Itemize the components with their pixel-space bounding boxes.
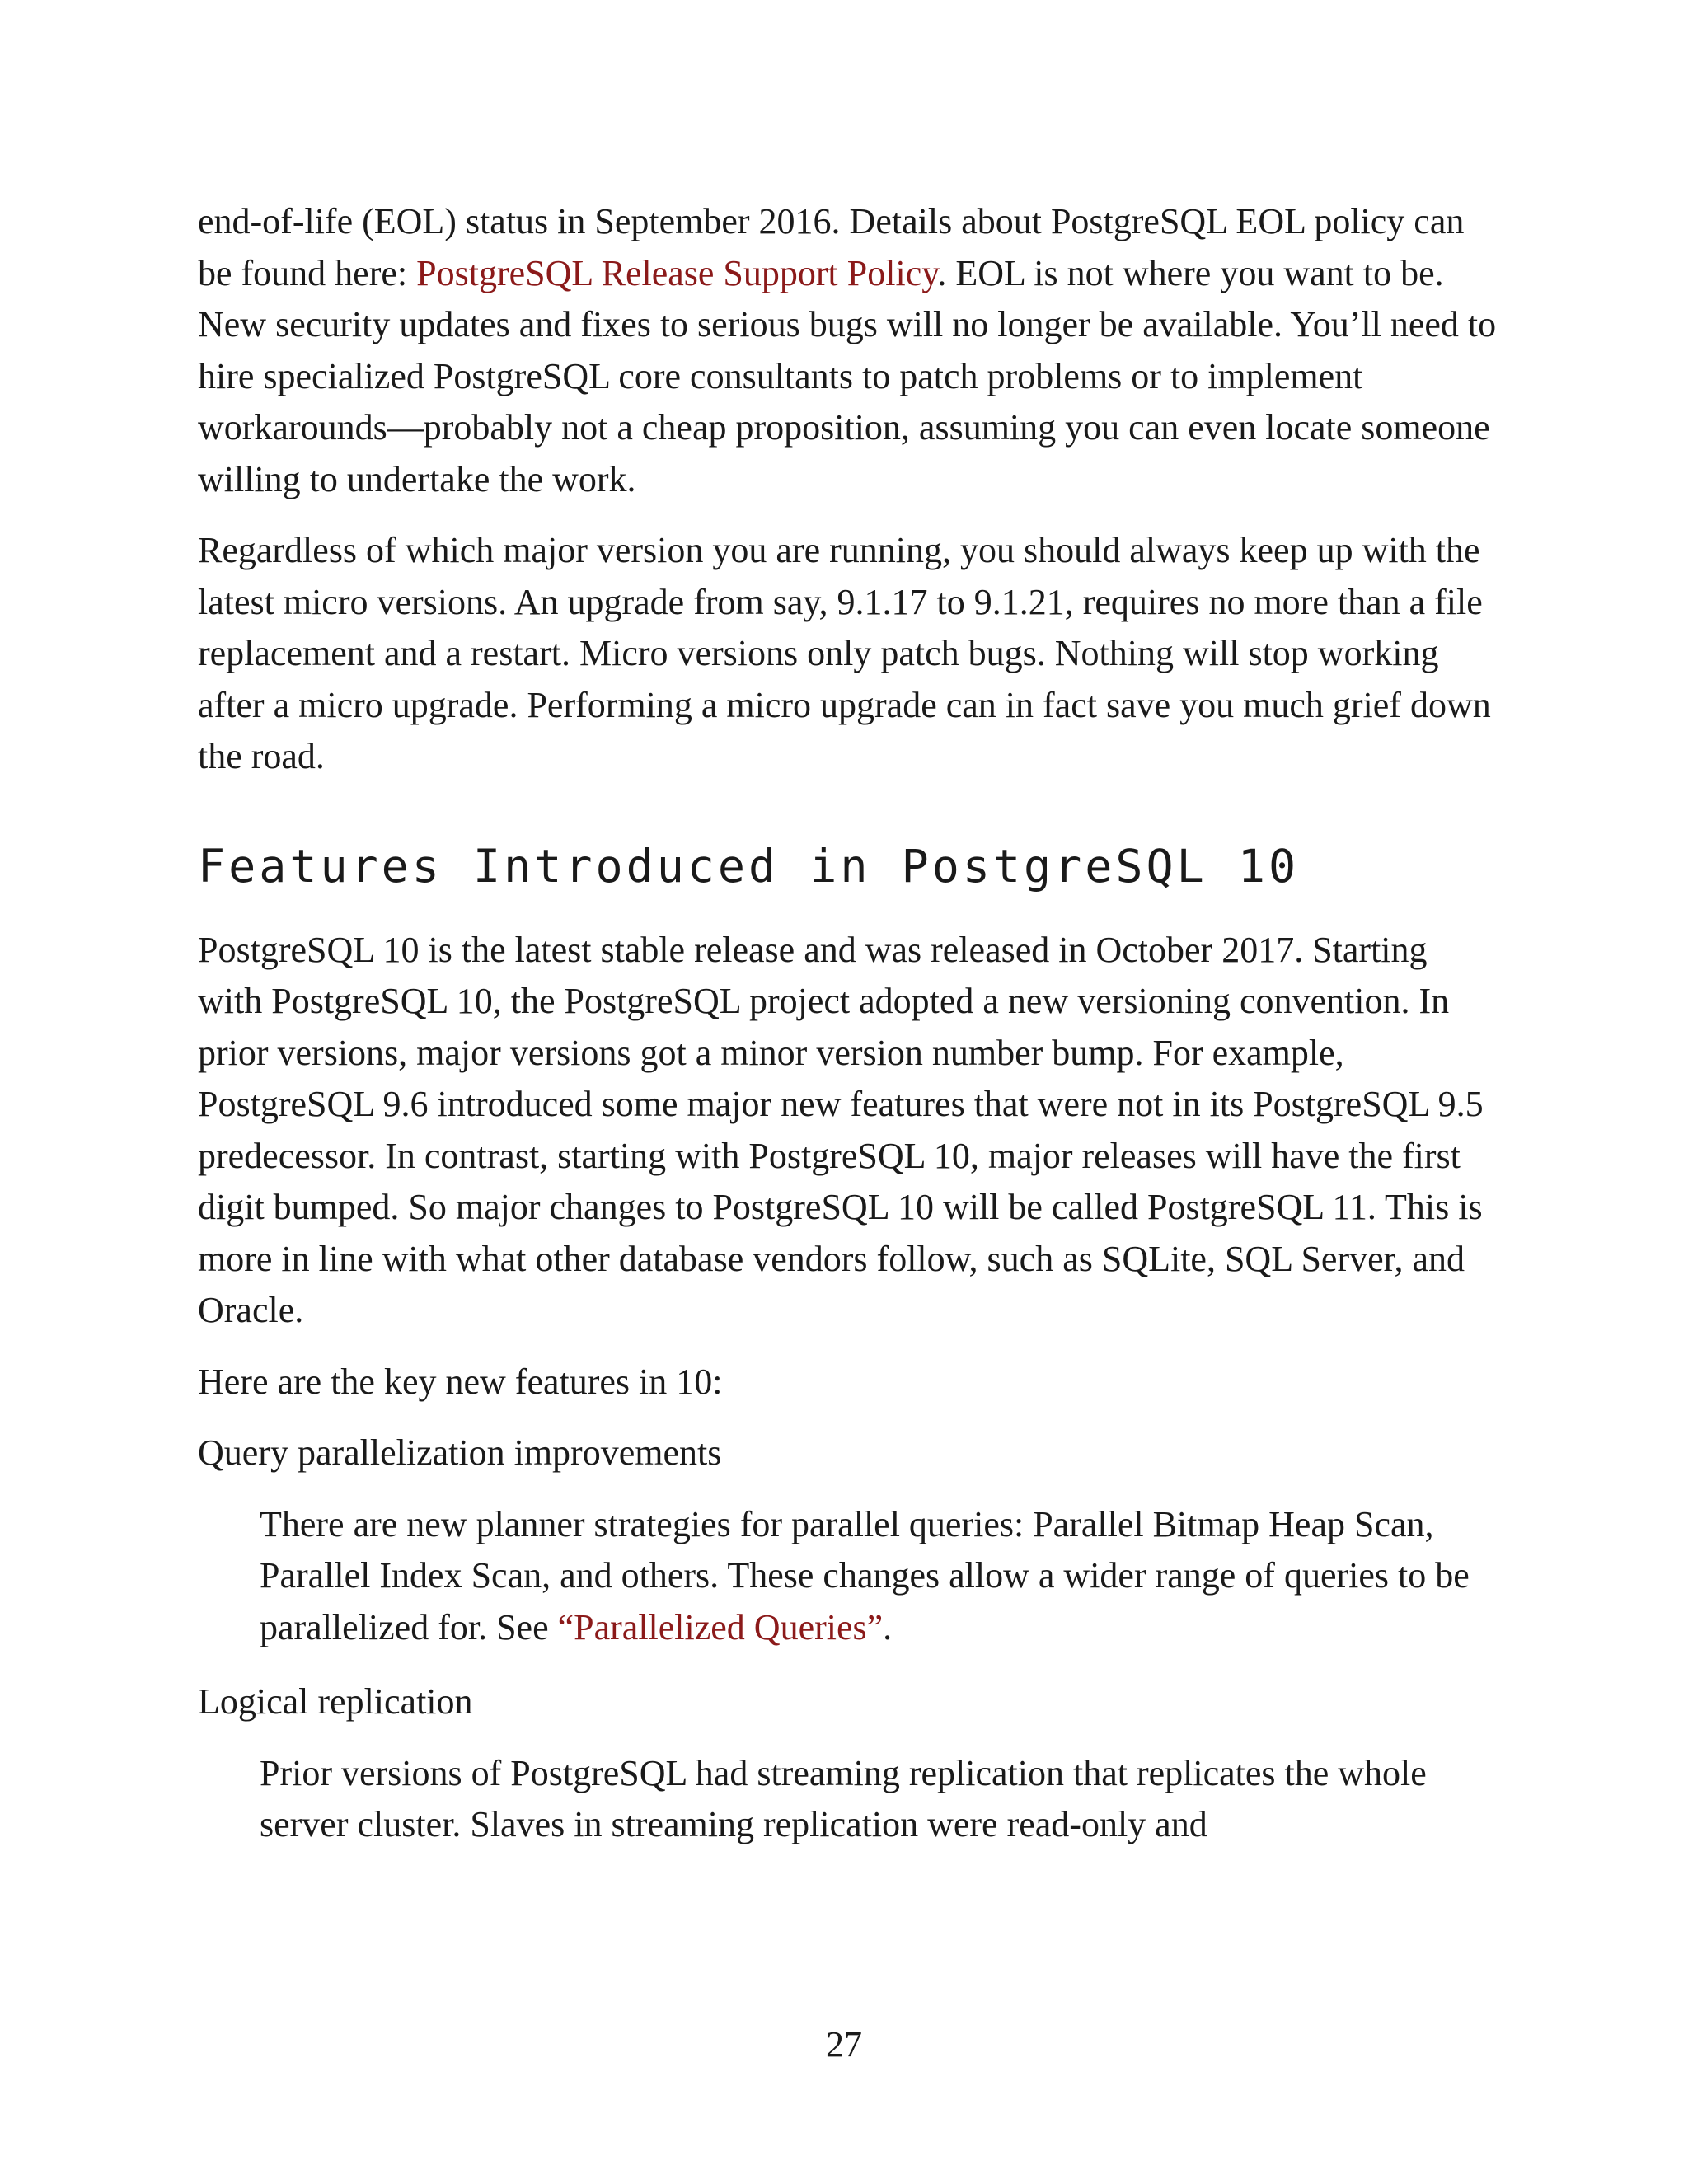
feature-definition-text: There are new planner strategies for parallel queries: Parallel Bitmap Heap Scan, Parallel Index Scan, and others. These changes allow a wider range of queries to be parallelized for. See — [260, 1503, 1470, 1647]
paragraph-eol-text-start: end-of-life (EOL) status in September 2016. Details about PostgreSQL EOL policy can be found here: — [198, 201, 1465, 293]
parallelized-queries-link[interactable]: “Parallelized Queries” — [557, 1606, 884, 1647]
page-body — [198, 196, 1500, 1874]
feature-term: Query parallelization improvements — [198, 1432, 722, 1473]
section-heading: Features Introduced in PostgreSQL 10 — [198, 839, 1300, 893]
feature-definition-end: . — [883, 1606, 893, 1647]
feature-item-logical-replication — [198, 1676, 1500, 1851]
paragraph-eol — [198, 196, 1500, 505]
feature-definition — [260, 1748, 1500, 1851]
release-support-policy-link[interactable]: PostgreSQL Release Support Policy — [416, 252, 938, 293]
paragraph-eol-text-end: . EOL is not where you want to be. New security updates and fixes to serious bugs will no longer be available. You’ll need to hire specialized PostgreSQL core consultants to patch problems or to implement workarounds—probably not a cheap proposition, assuming you can even locate someone willing to undertake the work. — [198, 252, 1497, 499]
page-number: 27 — [826, 2024, 862, 2064]
feature-definition-text: Prior versions of PostgreSQL had streaming replication that replicates the whole server cluster. Slaves in streaming replication were read-only and — [260, 1752, 1427, 1844]
feature-definition — [260, 1499, 1500, 1654]
feature-item-query-parallelization — [198, 1427, 1500, 1653]
feature-term: Logical replication — [198, 1681, 473, 1722]
paragraph-key-features-intro: Here are the key new features in 10: — [198, 1361, 723, 1402]
paragraph-postgresql-10: PostgreSQL 10 is the latest stable release and was released in October 2017. Starting with PostgreSQL 10, the PostgreSQL project adopted a new versioning convention. In prior versions, major versions got a minor version number bump. For example, PostgreSQL 9.6 introduced some major new features that were not in its PostgreSQL 9.5 predecessor. In contrast, starting with PostgreSQL 10, major releases will have the first digit bumped. So major changes to PostgreSQL 10 will be called PostgreSQL 11. This is more in line with what other database vendors follow, such as SQLite, SQL Server, and Oracle. — [198, 929, 1484, 1330]
feature-list — [198, 1427, 1500, 1851]
paragraph-micro-versions: Regardless of which major version you are running, you should always keep up with the latest micro versions. An upgrade from say, 9.1.17 to 9.1.21, requires no more than a file replacement and a restart. Micro versions only patch bugs. Nothing will stop working after a micro upgrade. Performing a micro upgrade can in fact save you much grief down the road. — [198, 530, 1491, 776]
